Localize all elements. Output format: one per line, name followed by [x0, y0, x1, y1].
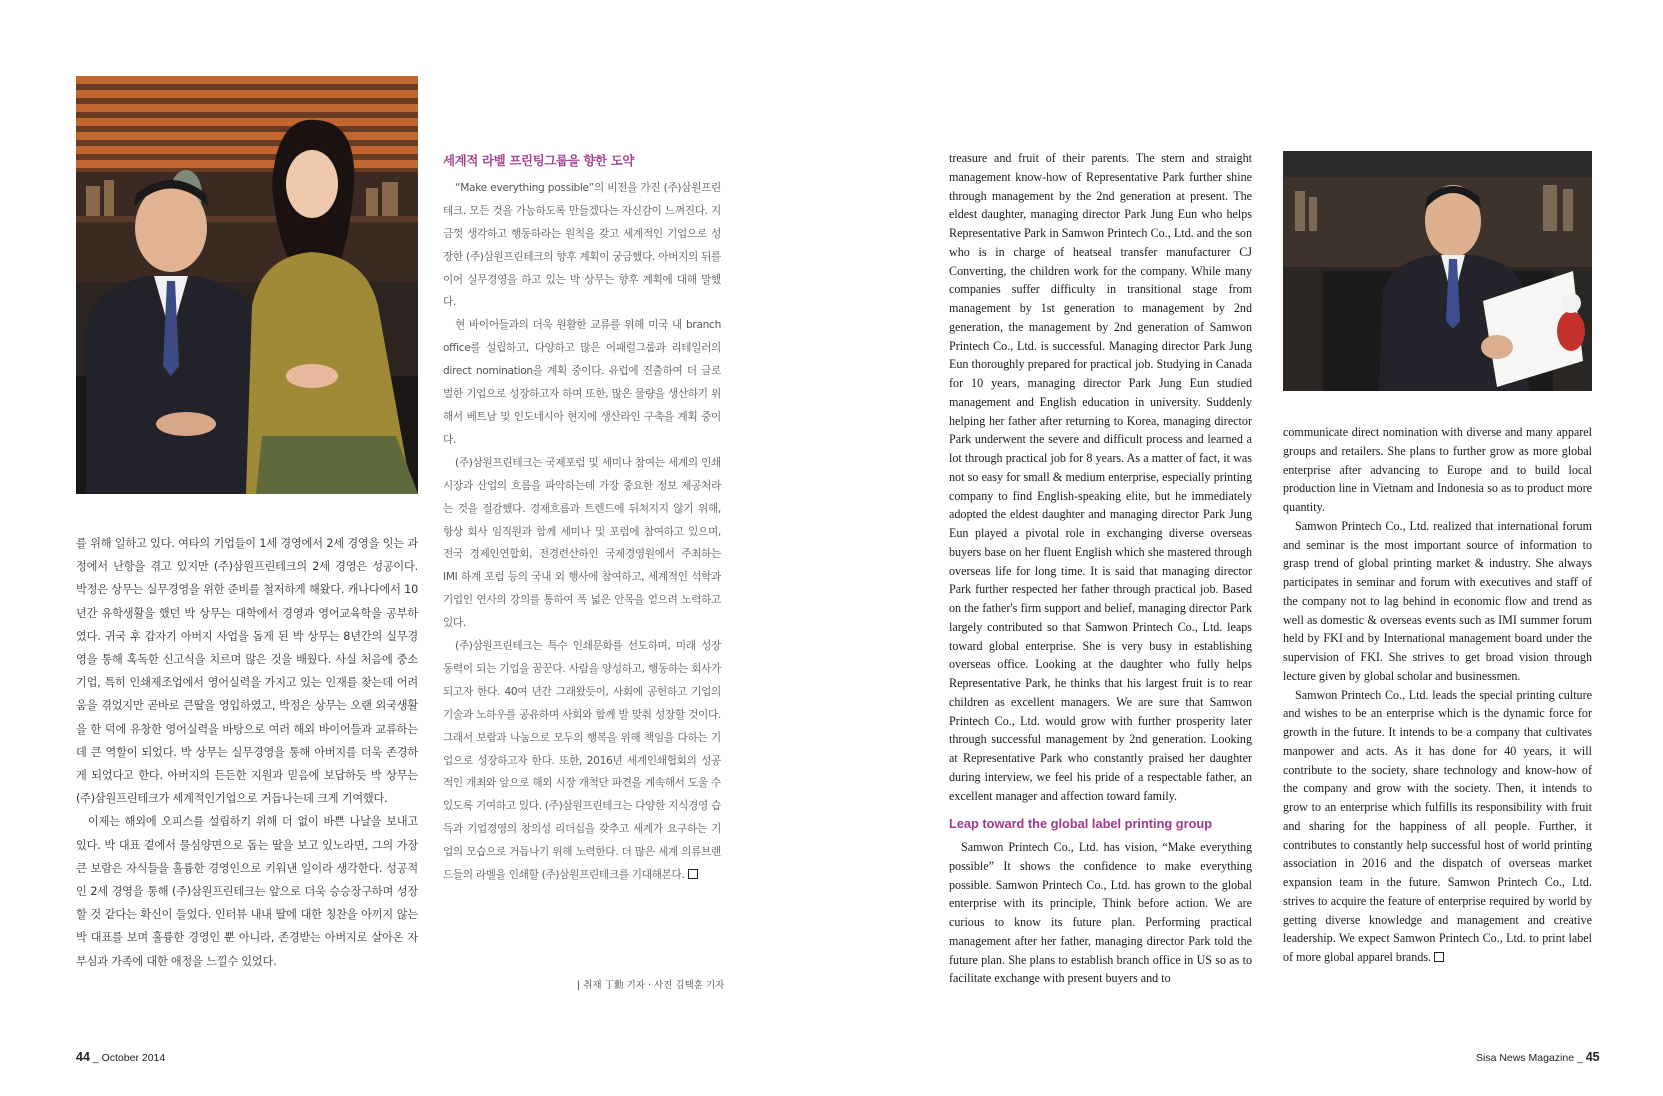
body-paragraph-text: (주)삼원프린테크는 특수 인쇄문화를 선도하며, 미래 성장 동력이 되는 기업을 꿈꾼다. 사람을 양성하고, 행동하는 회사가 되고자 한다. 40여 년간 그래왔듯이, 사회에 공헌하고 기업의 기술과 노하우를 공유하며 사회와 함께 발 맞춰 성장할 것이다. 그래서 보람과 나눔으로 모두의 행복을 위해 책임을 다하는 기업으로 성장하고자 한다. 또한, 2016년 세계인쇄협회의 성공적인 개최와 앞으로 해외 시장 개척단 파견을 계속해서 도울 수 있도록 기여하고 있다. (주)삼원프린테크는 다양한 지식경영 습득과 기업경영의 창의성 리더십을 갖추고 세계가 요구하는 기업의 모습으로 거듭나기 위해 노력한다. 더 많은 세계 의류브랜드들의 라벨을 인쇄할 (주)삼원프린테크를 기대해본다.	[443, 640, 721, 882]
article-column-korean-2	[443, 150, 721, 887]
magazine-name: Sisa News Magazine _	[1476, 1052, 1583, 1064]
body-paragraph: (주)삼원프린테크는 국제포럼 및 세미나 참여는 세계의 인쇄시장과 산업의 흐름을 파악하는데 가장 중요한 정보 제공처라는 것을 절감했다. 경제흐름과 트렌드에 뒤쳐지지 않기 위해, 항상 회사 임직원과 함께 세미나 및 포럼에 참여하고 있으며, 전국 경제인연합회, 전경련산하인 국제경영원에서 주최하는 IMI 하계 포럼 등의 국내 외 행사에 참여하고, 세계적인 석학과 기업인 연사의 강의를 통하여 폭 넓은 안목을 얻으려 노력하고 있다.	[443, 456, 721, 630]
page-number: 44	[76, 1050, 90, 1064]
article-column-korean-1	[76, 532, 418, 973]
end-mark-icon	[1434, 952, 1444, 962]
page-footer-left	[76, 1050, 165, 1064]
body-paragraph: Samwon Printech Co., Ltd. realized that international forum and seminar is the most important source of information to grasp trend of global printing market & industry. She always participates in seminar and forum with executives and staff of the company not to lag behind in economic flow and trend as well as domestic & overseas events such as IMI summer forum held by FKI and by International management board under the supervision of FKI. She strives to get broad vision through lecture given by global scholar and businessmen.	[1283, 518, 1592, 683]
section-heading: Leap toward the global label printing group	[949, 816, 1213, 832]
portrait-photo-icon	[76, 76, 418, 494]
body-paragraph: “Make everything possible”의 비전을 가진 (주)삼원프린테크. 모든 것을 가능하도록 만들겠다는 자신감이 느껴진다. 지금껏 생각하고 행동하라는 원칙을 갖고 세계적인 기업으로 성장한 (주)삼원프린테크의 향후 계획이 궁금했다. 아버지의 뒤를 이어 실무경영을 하고 있는 박 상무는 향후 계획에 대해 말했다.	[443, 181, 721, 309]
body-paragraph: 현 바이어들과의 더욱 원활한 교류를 위해 미국 내 branch office를 설립하고, 다양하고 많은 어패럴그룹과 리테일러의 direct nomination을 계획 중이다. 유럽에 진출하여 더 글로벌한 기업으로 성장하고자 하며 또한, 많은 물량을 생산하기 위해서 베트남 및 인도네시아 현지에 생산라인 구축을 계획 중이다.	[443, 319, 721, 446]
section-heading: 세계적 라벨 프린팅그룹을 향한 도약	[443, 153, 635, 168]
body-paragraph: communicate direct nomination with diverse and many apparel groups and retailers. She plans to further grow as more global enterprise after advancing to Europe and to build local production line in Vietnam and Indonesia so as to product more quantity.	[1283, 425, 1592, 514]
right-portrait-photo	[1283, 151, 1592, 391]
body-paragraph-text: Samwon Printech Co., Ltd. leads the special printing culture and wishes to be an enterprise which is the dynamic force for growth in the future. It intends to be a company that cultivates manpower and acts. As it has done for 40 years, it will contribute to the society, share technology and know-how of the company and grow with the society. Then, it intends to grow to an enterprise which fulfills its responsibility with fruit and sharing for the happiness of all people. Further, it contributes to constantly help successful host of world printing association in 2016 and the dispatch of overseas market expansion team in the future. Samwon Printech Co., Ltd. strives to acquire the feature of enterprise required by world by getting diverse knowledge and management and creative leadership. We expect Samwon Printech Co., Ltd. to print label of more global apparel brands.	[1283, 687, 1592, 964]
body-paragraph	[443, 635, 721, 887]
body-paragraph: treasure and fruit of their parents. The stern and straight management know-how of Representative Park further shine through management by the 2nd generation at present. The eldest daughter, managing director Park Jung Eun who helps Representative Park in Samwon Printech Co., Ltd. and the son who is in charge of heatseal transfer manufacturer CJ Converting, the children work for the company. While many companies suffer difficulty in transitional stage from management by 1st generation to management by 2nd generation, the management by 2nd generation of Samwon Printech Co., Ltd. is successful. Managing director Park Jung Eun thoroughly prepared for practical job. Studying in Canada for 10 years, managing director Park Jung Eun studied management and English education in university. Suddenly helping her father after returning to Korea, managing director Park underwent the severe and difficult process and learned a lot through practical job for 8 years. As a matter of fact, it was not so easy for small & medium enterprise, especially printing company to find English-speaking elite, but he immediately adopted the eldest daughter and managing director Park Jung Eun played a pivotal role in exchanging diverse overseas buyers base on her fluent English which she mastered through overseas life for long time. It is said that managing director Park further respected her father through practical job. Based on the father's firm support and belief, managing director Park largely contributed so that Samwon Printech Co., Ltd. leaps toward global enterprise. She is very busy in establishing overseas office. Looking at the daughter who fully helps Representative Park, he thinks that his largest fruit is to rear children as excellent managers. We are sure that Samwon Printech Co., Ltd. would grow with further prosperity later through successful management by 2nd generation. Looking at Representative Park who constantly praised her daughter during interview, we feel his pride of a respectable father, an excellent manager and affection toward family.	[949, 151, 1252, 803]
article-column-english-1	[949, 149, 1252, 988]
body-paragraph: Samwon Printech Co., Ltd. has vision, “Make everything possible” It shows the confidence to make everything possible. Samwon Printech Co., Ltd. has grown to the global enterprise with its principle, Think before action. We are curious to know its future plan. Performing practical management after her father, managing director Park told the future plan. She plans to establish branch office in US so as to facilitate exchange with present buyers and to	[949, 840, 1252, 986]
body-paragraph	[1283, 686, 1592, 967]
page-footer-right	[1476, 1050, 1600, 1064]
page-number: 45	[1585, 1050, 1600, 1064]
portrait-photo-icon	[1283, 151, 1592, 391]
end-mark-icon	[688, 869, 698, 879]
article-column-english-2	[1283, 423, 1592, 967]
body-paragraph: 이제는 해외에 오피스를 설립하기 위해 더 없이 바쁜 나날을 보내고 있다. 박 대표 곁에서 물심양면으로 돕는 딸을 보고 있노라면, 그의 가장 큰 보람은 자식들을 훌륭한 경영인으로 키워낸 일이라 생각한다. 성공적인 2세 경영을 통해 (주)삼원프린테크는 앞으로 더욱 승승장구하며 성장 할 것 같다는 확신이 들었다. 인터뷰 내내 딸에 대한 칭찬을 아끼지 않는 박 대표를 보며 훌륭한 경영인 뿐 아니라, 존경받는 아버지로 살아온 자부심과 가족에 대한 애정을 느낄수 있었다.	[76, 815, 418, 968]
left-portrait-photo	[76, 76, 418, 494]
body-paragraph: 를 위해 일하고 있다. 여타의 기업들이 1세 경영에서 2세 경영을 잇는 과정에서 난항을 겪고 있지만 (주)삼원프린테크의 2세 경영은 성공이다. 박정은 상무는 실무경영을 위한 준비를 철저하게 해왔다. 캐나다에서 10 년간 유학생활을 했던 박 상무는 대학에서 경영과 영어교육학을 공부하였다. 귀국 후 갑자기 아버지 사업을 돕게 된 박 상무는 8년간의 실무경영을 통해 혹독한 신고식을 치르며 많은 것을 배웠다. 사실 처음에 중소기업, 특히 인쇄제조업에서 영어실력을 가지고 있는 인재를 찾는데 어려움을 겪었지만 곧바로 큰딸을 영입하였고, 박정은 상무는 오랜 외국생활을 한 덕에 유창한 영어실력을 바탕으로 여러 해외 바이어들과 교류하는데 큰 역할이 되었다. 박 상무는 실무경영을 통해 아버지를 더욱 존경하게 되었다고 한다. 아버지의 든든한 지원과 믿음에 보답하듯 박 상무는 (주)삼원프린테크가 세계적인기업으로 거듭나는데 크게 기여했다.	[76, 537, 418, 806]
issue-date: _ October 2014	[92, 1052, 166, 1064]
photo-credit: | 취재 丁勳 기자 · 사진 김택훈 기자	[577, 980, 725, 991]
